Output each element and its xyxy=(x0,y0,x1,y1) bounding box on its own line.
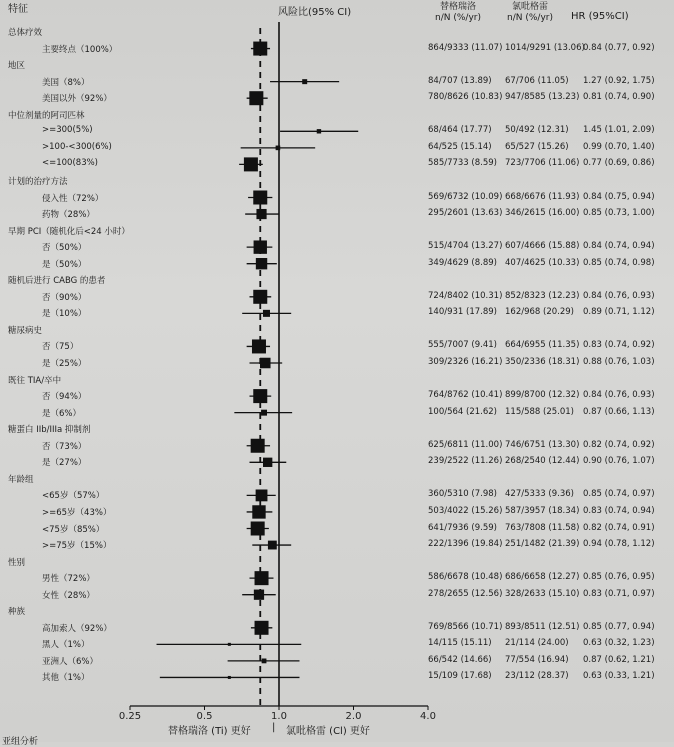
point-estimate xyxy=(255,571,269,585)
clopidogrel-events: 587/3957 (18.34) xyxy=(505,505,580,516)
ticagrelor-events: 239/2522 (11.26) xyxy=(428,456,503,467)
subgroup-label: 亚洲人（6%） xyxy=(42,656,98,667)
clopidogrel-events: 65/527 (15.26) xyxy=(505,141,569,152)
clopidogrel-events: 21/114 (24.00) xyxy=(505,638,569,649)
hr-ci-text: 0.84 (0.74, 0.94) xyxy=(583,241,655,252)
subgroup-label: 是（27%） xyxy=(42,458,87,469)
hr-ci-text: 0.63 (0.33, 1.21) xyxy=(583,671,655,682)
hr-ci-text: 0.63 (0.32, 1.23) xyxy=(583,638,655,649)
subgroup-label: 其他（1%） xyxy=(42,673,90,684)
subgroup-heading: 早期 PCI（随机化后<24 小时） xyxy=(8,226,130,237)
point-estimate xyxy=(254,590,264,600)
clopidogrel-events: 407/4625 (10.33) xyxy=(505,257,580,268)
x-tick-label: 0.25 xyxy=(118,711,142,722)
ticagrelor-events: 309/2326 (16.21) xyxy=(428,357,503,367)
x-tick-label: 1.0 xyxy=(271,711,287,722)
clopidogrel-events: 346/2615 (16.00) xyxy=(505,208,580,219)
header-feature: 特征 xyxy=(8,4,28,15)
x-tick-label: 4.0 xyxy=(420,711,436,722)
hr-ci-text: 0.83 (0.74, 0.94) xyxy=(583,505,655,516)
subgroup-label: 男性（72%） xyxy=(42,574,95,585)
hr-ci-text: 0.84 (0.75, 0.94) xyxy=(583,191,655,202)
ticagrelor-events: 349/4629 (8.89) xyxy=(428,257,497,268)
point-estimate xyxy=(253,290,267,304)
clopidogrel-events: 50/492 (12.31) xyxy=(505,125,569,136)
point-estimate xyxy=(260,358,271,369)
clopidogrel-events: 893/8511 (12.51) xyxy=(505,621,580,632)
hr-ci-text: 0.84 (0.76, 0.93) xyxy=(583,290,655,301)
point-estimate xyxy=(261,410,267,416)
clopidogrel-events: 763/7808 (11.58) xyxy=(505,522,580,533)
subgroup-label: 是（10%） xyxy=(42,309,87,320)
ticagrelor-events: 864/9333 (11.07) xyxy=(428,42,503,53)
ticagrelor-events: 555/7007 (9.41) xyxy=(428,340,497,351)
ticagrelor-events: 585/7733 (8.59) xyxy=(428,158,497,169)
hr-ci-text: 0.85 (0.74, 0.98) xyxy=(583,257,655,268)
hr-ci-text: 0.84 (0.76, 0.93) xyxy=(583,390,655,401)
ticagrelor-events: 503/4022 (15.26) xyxy=(428,505,503,516)
subgroup-heading: 地区 xyxy=(8,61,26,72)
clopidogrel-events: 664/6955 (11.35) xyxy=(505,340,580,351)
ticagrelor-events: 295/2601 (13.63) xyxy=(428,208,503,219)
ticagrelor-events: 15/109 (17.68) xyxy=(428,671,492,682)
hr-ci-text: 0.99 (0.70, 1.40) xyxy=(583,141,655,152)
subgroup-label: >=65岁（43%） xyxy=(42,507,112,518)
point-estimate xyxy=(252,505,265,518)
subgroup-label: 药物（28%） xyxy=(42,210,95,221)
point-estimate xyxy=(253,191,267,205)
footer-left-favors: 替格瑞洛 (Ti) 更好 xyxy=(168,726,251,737)
hr-ci-text: 0.81 (0.74, 0.90) xyxy=(583,92,655,103)
subgroup-label: >=75岁（15%） xyxy=(42,541,112,552)
hr-ci-text: 0.85 (0.77, 0.94) xyxy=(583,621,655,632)
clopidogrel-events: 115/588 (25.01) xyxy=(505,406,574,417)
clopidogrel-events: 77/554 (16.94) xyxy=(505,654,569,665)
hr-ci-text: 0.82 (0.74, 0.92) xyxy=(583,439,655,450)
point-estimate xyxy=(249,91,263,105)
subgroup-label: <=100(83%) xyxy=(42,158,98,169)
hr-ci-text: 0.82 (0.74, 0.91) xyxy=(583,522,655,533)
ticagrelor-events: 360/5310 (7.98) xyxy=(428,489,497,500)
point-estimate xyxy=(256,489,268,501)
x-tick-label: 0.5 xyxy=(196,711,213,722)
hr-ci-text: 1.27 (0.92, 1.75) xyxy=(583,75,655,86)
subgroup-heading: 总体疗效 xyxy=(8,28,43,38)
footer-right-favors: 氯吡格雷 (Cl) 更好 xyxy=(286,726,370,737)
subgroup-label: >=300(5%) xyxy=(42,125,93,136)
point-estimate xyxy=(262,659,267,664)
subgroup-label: 侵入性（72%） xyxy=(42,193,104,204)
hr-ci-text: 1.45 (1.01, 2.09) xyxy=(583,125,655,136)
clopidogrel-events: 746/6751 (13.30) xyxy=(505,439,580,450)
clopidogrel-events: 899/8700 (12.32) xyxy=(505,390,580,401)
subgroup-label: 否（90%） xyxy=(42,292,87,303)
hr-ci-text: 0.85 (0.73, 1.00) xyxy=(583,208,655,219)
clopidogrel-events: 328/2633 (15.10) xyxy=(505,588,580,599)
subgroup-heading: 糖蛋白 IIb/IIIa 抑制剂 xyxy=(8,425,91,436)
clopidogrel-events: 947/8585 (13.23) xyxy=(505,92,580,103)
point-estimate xyxy=(276,146,281,151)
ticagrelor-events: 222/1396 (19.84) xyxy=(428,539,503,550)
header-group2-name: 氯吡格雷 xyxy=(511,2,548,12)
ticagrelor-events: 64/525 (15.14) xyxy=(428,141,492,152)
hr-ci-text: 0.83 (0.74, 0.92) xyxy=(583,340,655,351)
subgroup-label: 高加索人（92%） xyxy=(42,623,112,634)
subgroup-heading: 年龄组 xyxy=(8,474,34,485)
ticagrelor-events: 569/6732 (10.09) xyxy=(428,191,503,202)
point-estimate xyxy=(263,458,272,467)
ticagrelor-events: 780/8626 (10.83) xyxy=(428,92,503,103)
subgroup-label: <65岁（57%） xyxy=(42,491,105,502)
subgroup-heading: 计划的治疗方法 xyxy=(8,176,68,187)
point-estimate xyxy=(256,258,267,269)
ticagrelor-events: 68/464 (17.77) xyxy=(428,125,492,136)
ticagrelor-events: 625/6811 (11.00) xyxy=(428,439,503,450)
point-estimate xyxy=(253,42,267,56)
header-hr-ci: HR (95%CI) xyxy=(571,11,629,22)
ticagrelor-events: 66/542 (14.66) xyxy=(428,654,492,665)
point-estimate xyxy=(251,439,265,453)
subgroup-heading: 既往 TIA/卒中 xyxy=(8,375,62,386)
clopidogrel-events: 1014/9291 (13.06) xyxy=(505,42,585,53)
footer-caption: 亚组分析 xyxy=(2,737,39,747)
ticagrelor-events: 586/6678 (10.48) xyxy=(428,572,503,583)
clopidogrel-events: 668/6676 (11.93) xyxy=(505,191,580,202)
clopidogrel-events: 268/2540 (12.44) xyxy=(505,456,580,467)
ticagrelor-events: 100/564 (21.62) xyxy=(428,406,497,417)
header-group1-sub: n/N (%/yr) xyxy=(435,13,481,23)
subgroup-label: 美国（8%） xyxy=(42,77,90,88)
ticagrelor-events: 641/7936 (9.59) xyxy=(428,522,497,533)
subgroup-heading: 中位剂量的阿司匹林 xyxy=(8,110,85,121)
point-estimate xyxy=(268,541,277,550)
subgroup-label: 女性（28%） xyxy=(42,590,95,601)
x-tick-label: 2.0 xyxy=(345,711,362,722)
ticagrelor-events: 140/931 (17.89) xyxy=(428,307,497,318)
point-estimate xyxy=(263,310,270,317)
point-estimate xyxy=(228,643,231,646)
subgroup-label: 是（50%） xyxy=(42,259,87,270)
hr-ci-text: 0.83 (0.71, 0.97) xyxy=(583,588,655,599)
header-group1-name: 替格瑞洛 xyxy=(439,2,476,12)
subgroup-heading: 性别 xyxy=(8,557,26,568)
ticagrelor-events: 769/8566 (10.71) xyxy=(428,621,503,632)
point-estimate xyxy=(317,129,321,133)
subgroup-label: 美国以外（92%） xyxy=(42,94,112,105)
subgroup-label: 是（6%） xyxy=(42,408,81,419)
hr-ci-text: 0.88 (0.76, 1.03) xyxy=(583,357,655,367)
ticagrelor-events: 515/4704 (13.27) xyxy=(428,241,503,252)
subgroup-heading: 糖尿病史 xyxy=(8,325,43,336)
clopidogrel-events: 607/4666 (15.88) xyxy=(505,241,580,252)
clopidogrel-events: 162/968 (20.29) xyxy=(505,307,574,318)
clopidogrel-events: 23/112 (28.37) xyxy=(505,671,569,682)
point-estimate xyxy=(302,79,307,84)
clopidogrel-events: 427/5333 (9.36) xyxy=(505,489,574,500)
ticagrelor-events: 278/2655 (12.56) xyxy=(428,588,503,599)
hr-ci-text: 0.77 (0.69, 0.86) xyxy=(583,158,655,169)
hr-ci-text: 0.85 (0.74, 0.97) xyxy=(583,489,655,500)
subgroup-heading: 随机后进行 CABG 的患者 xyxy=(8,276,106,287)
hr-ci-text: 0.87 (0.62, 1.21) xyxy=(583,654,655,665)
point-estimate xyxy=(252,339,266,353)
clopidogrel-events: 686/6658 (12.27) xyxy=(505,572,580,583)
point-estimate xyxy=(228,676,231,679)
point-estimate xyxy=(251,522,265,536)
header-hazard-ratio: 风险比(95% CI) xyxy=(278,7,352,18)
subgroup-label: 否（94%） xyxy=(42,392,87,403)
subgroup-label: 否（73%） xyxy=(42,441,87,452)
hr-ci-text: 0.90 (0.76, 1.07) xyxy=(583,456,655,467)
point-estimate xyxy=(256,209,266,219)
clopidogrel-events: 723/7706 (11.06) xyxy=(505,158,580,169)
hr-ci-text: 0.84 (0.77, 0.92) xyxy=(583,42,655,53)
point-estimate xyxy=(254,240,267,253)
ticagrelor-events: 14/115 (15.11) xyxy=(428,638,492,649)
subgroup-heading: 种族 xyxy=(8,607,26,618)
hr-ci-text: 0.87 (0.66, 1.13) xyxy=(583,406,655,417)
point-estimate xyxy=(253,389,267,403)
hr-ci-text: 0.89 (0.71, 1.12) xyxy=(583,307,655,318)
clopidogrel-events: 67/706 (11.05) xyxy=(505,75,569,86)
point-estimate xyxy=(244,157,258,171)
ticagrelor-events: 84/707 (13.89) xyxy=(428,75,492,86)
ticagrelor-events: 724/8402 (10.31) xyxy=(428,290,503,301)
subgroup-label: <75岁（85%） xyxy=(42,524,105,535)
point-estimate xyxy=(255,621,269,635)
header-group2-sub: n/N (%/yr) xyxy=(507,13,553,23)
footer-divider: | xyxy=(272,722,276,733)
subgroup-label: 否（50%） xyxy=(42,243,87,254)
hr-ci-text: 0.85 (0.76, 0.95) xyxy=(583,572,655,583)
ticagrelor-events: 764/8762 (10.41) xyxy=(428,390,503,401)
clopidogrel-events: 852/8323 (12.23) xyxy=(505,290,580,301)
clopidogrel-events: 350/2336 (18.31) xyxy=(505,357,580,367)
subgroup-label: 否（75） xyxy=(42,342,79,353)
hr-ci-text: 0.94 (0.78, 1.12) xyxy=(583,539,655,550)
clopidogrel-events: 251/1482 (21.39) xyxy=(505,539,580,550)
subgroup-label: 是（25%） xyxy=(42,359,87,369)
subgroup-label: 黑人（1%） xyxy=(42,640,90,651)
subgroup-label: 主要终点（100%） xyxy=(42,44,118,55)
subgroup-label: >100-<300(6%) xyxy=(42,141,112,152)
